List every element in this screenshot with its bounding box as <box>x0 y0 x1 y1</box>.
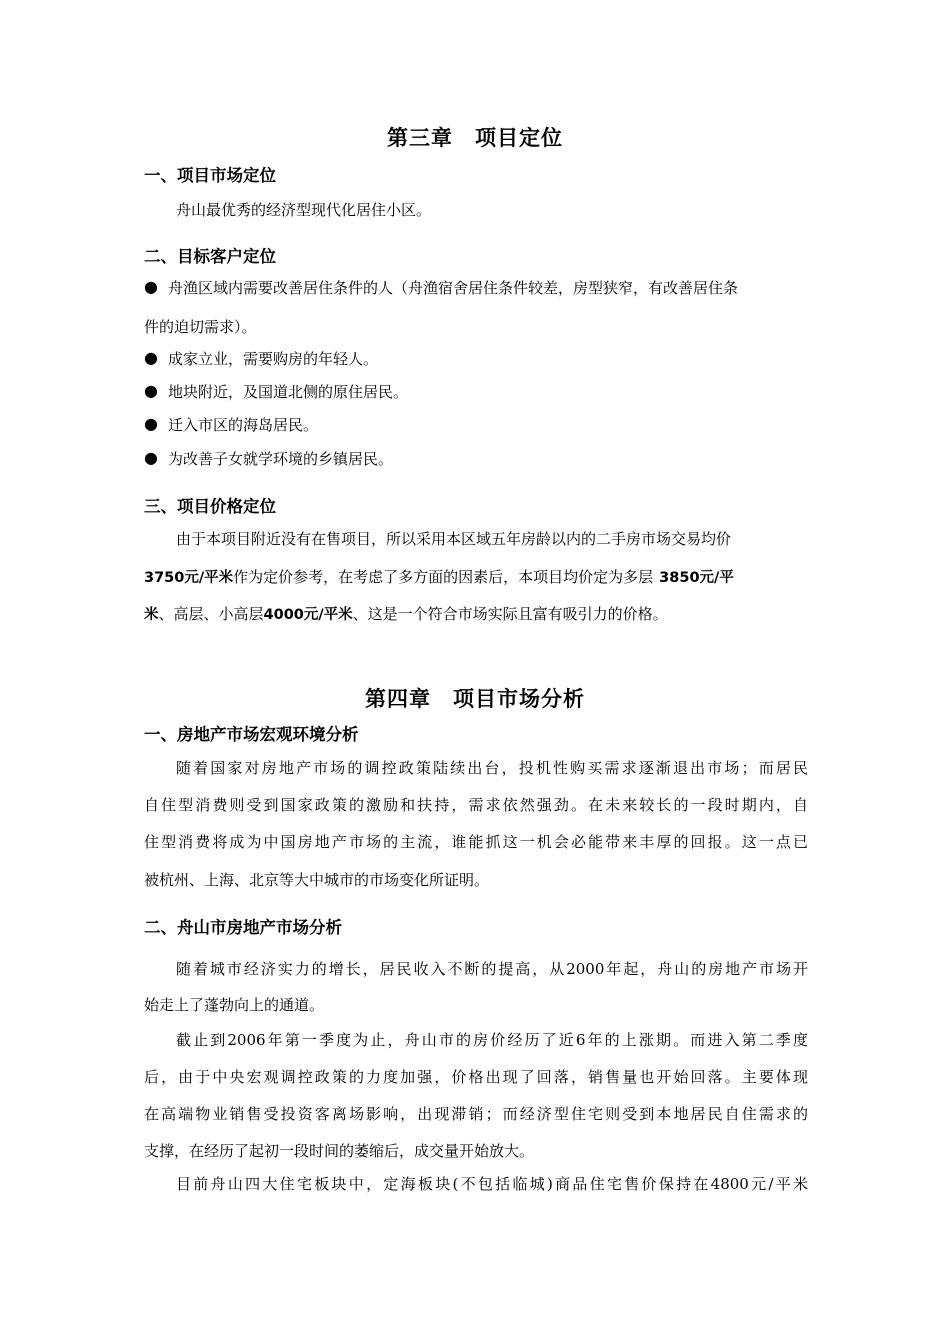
price-line-3-end: 、这是一个符合市场实际且富有吸引力的价格。 <box>352 605 668 623</box>
section-macro-environment-heading: 一、房地产市场宏观环境分析 <box>144 725 359 744</box>
target-customer-bullet-2 <box>144 348 808 369</box>
section-zhoushan-market-heading: 二、舟山市房地产市场分析 <box>144 918 342 937</box>
zhoushan-p2-line-3: 在高端物业销售受投资客离场影响，出现滞销；而经济型住宅则受到本地居民自住需求的 <box>144 1105 808 1123</box>
price-unit-continuation: 米 <box>144 607 159 623</box>
section-target-customer-heading: 二、目标客户定位 <box>144 247 276 266</box>
bullet-5-text: 为改善子女就学环境的乡镇居民。 <box>168 450 394 468</box>
macro-paragraph-line-3: 住型消费将成为中国房地产市场的主流，谁能抓这一机会必能带来丰厚的回报。这一点已 <box>144 833 808 851</box>
price-line-2-text: 作为定价参考，在考虑了多方面的因素后，本项目均价定为多层 <box>233 568 654 586</box>
market-positioning-text: 舟山最优秀的经济型现代化居住小区。 <box>176 201 432 219</box>
bullet-icon: ● <box>144 277 158 296</box>
target-customer-bullet-1 <box>144 277 808 298</box>
bullet-2-text: 成家立业，需要购房的年轻人。 <box>168 350 379 368</box>
zhoushan-p1-line-1: 随着城市经济实力的增长，居民收入不断的提高，从2000年起，舟山的房地产市场开 <box>176 960 808 978</box>
price-high-rise: 4000元/平米 <box>263 607 353 623</box>
target-customer-bullet-4 <box>144 414 808 435</box>
zhoushan-p2-line-4: 支撑，在经历了起初一段时间的萎缩后，成交量开始放大。 <box>144 1142 535 1160</box>
bullet-4-text: 迁入市区的海岛居民。 <box>168 416 319 434</box>
bullet-icon: ● <box>144 348 158 367</box>
section-price-positioning-heading: 三、项目价格定位 <box>144 497 276 516</box>
price-paragraph-line-1: 由于本项目附近没有在售项目，所以采用本区域五年房龄以内的二手房市场交易均价 <box>176 530 732 548</box>
target-customer-bullet-5 <box>144 448 808 469</box>
macro-paragraph-line-4: 被杭州、上海、北京等大中城市的市场变化所证明。 <box>144 871 490 889</box>
chapter-3-title: 第三章 项目定位 <box>387 126 563 150</box>
bullet-3-text: 地块附近，及国道北侧的原住居民。 <box>168 383 409 401</box>
bullet-icon: ● <box>144 448 158 467</box>
zhoushan-p2-line-1: 截止到2006年第一季度为止，舟山市的房价经历了近6年的上涨期。而进入第二季度 <box>176 1031 808 1049</box>
price-paragraph-line-3 <box>144 603 808 624</box>
price-paragraph-line-2 <box>144 566 808 587</box>
target-customer-bullet-3 <box>144 381 808 402</box>
bullet-icon: ● <box>144 414 158 433</box>
macro-paragraph-line-2: 自住型消费则受到国家政策的激励和扶持，需求依然强劲。在未来较长的一段时期内，自 <box>144 796 808 814</box>
bullet-1-continuation: 件的迫切需求）。 <box>144 318 257 336</box>
chapter-4-title: 第四章 项目市场分析 <box>365 687 585 711</box>
zhoushan-p3-line-1: 目前舟山四大住宅板块中，定海板块(不包括临城)商品住宅售价保持在4800元/平米 <box>176 1175 808 1193</box>
bullet-icon: ● <box>144 381 158 400</box>
zhoushan-p1-line-2: 始走上了蓬勃向上的通道。 <box>144 996 325 1014</box>
price-line-3-mid: 、高层、小高层 <box>158 605 264 623</box>
price-multi-storey: 3850元/平 <box>659 570 734 586</box>
price-reference: 3750元/平米 <box>144 570 234 586</box>
macro-paragraph-line-1: 随着国家对房地产市场的调控政策陆续出台，投机性购买需求逐渐退出市场；而居民 <box>176 759 808 777</box>
zhoushan-p2-line-2: 后，由于中央宏观调控政策的力度加强，价格出现了回落，销售量也开始回落。主要体现 <box>144 1068 808 1086</box>
section-market-positioning-heading: 一、项目市场定位 <box>144 166 276 185</box>
bullet-1-text: 舟渔区域内需要改善居住条件的人（舟渔宿舍居住条件较差，房型狭窄，有改善居住条 <box>168 279 739 297</box>
